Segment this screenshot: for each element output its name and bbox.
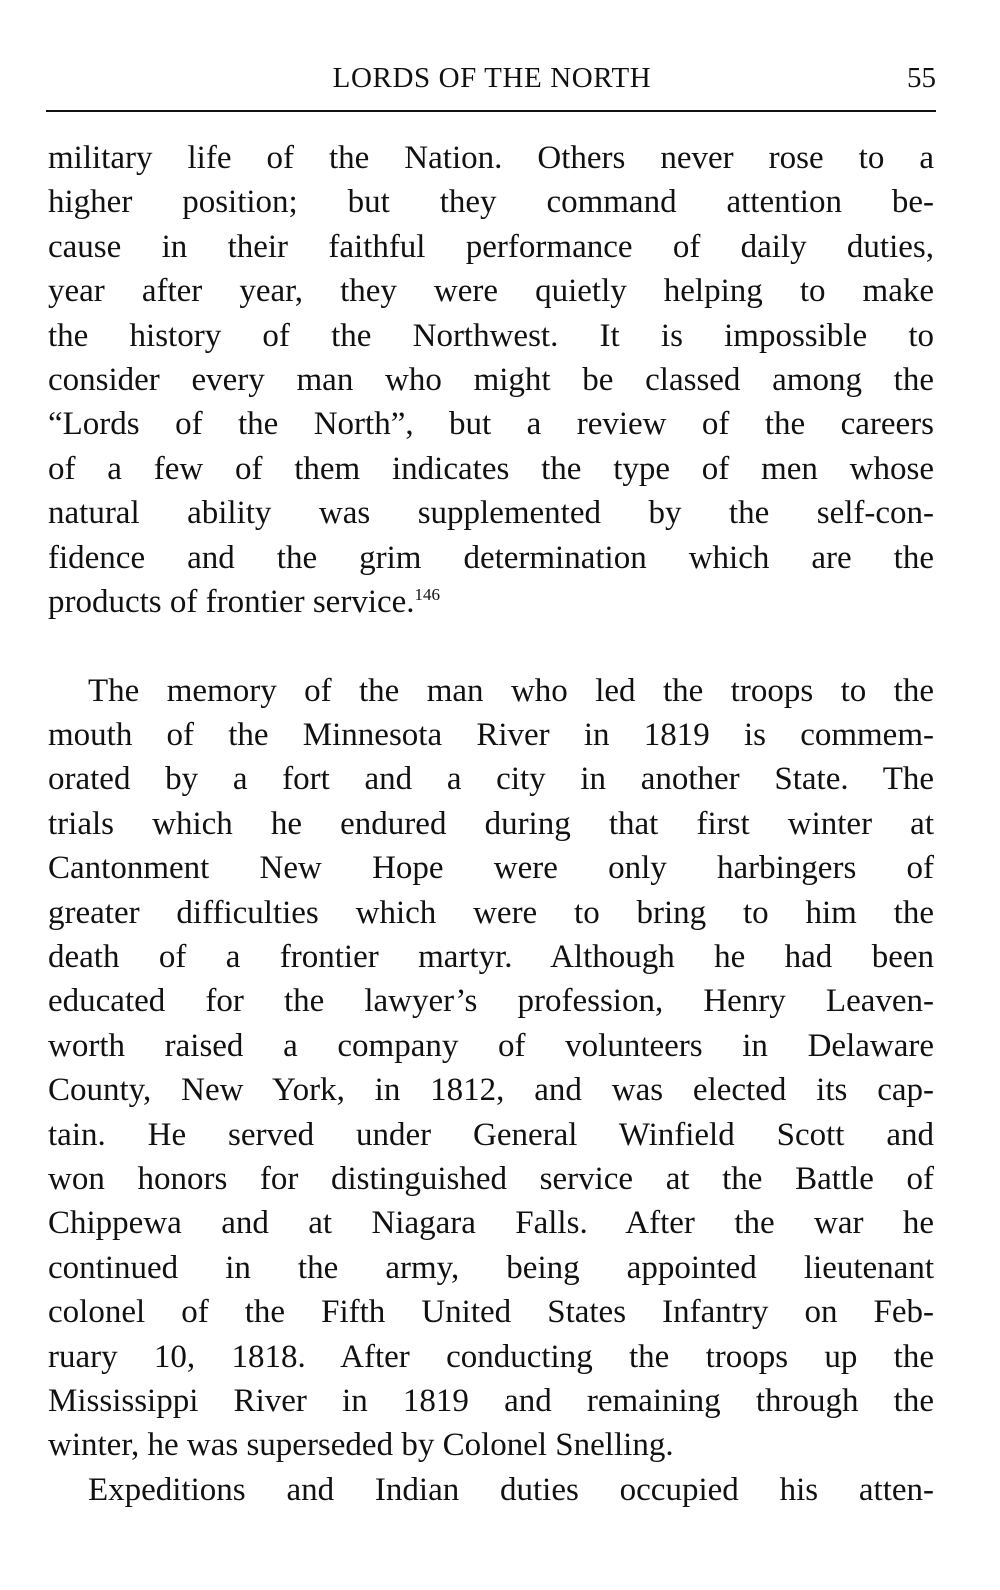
text-line: continued in the army, being appointed lieutenant [48, 1249, 934, 1286]
text-line: year after year, they were quietly helping to make [48, 273, 934, 310]
text-line: ruary 10, 1818. After conducting the troops up the [48, 1338, 934, 1375]
paragraph-2 [48, 669, 934, 1468]
page-number: 55 [907, 62, 936, 94]
footnote-reference: 146 [414, 584, 441, 604]
text-line-content: products of frontier service. [48, 583, 415, 620]
text-line: mouth of the Minnesota River in 1819 is commem- [48, 717, 934, 754]
header-rule [46, 110, 936, 112]
paragraph-1 [48, 136, 934, 624]
text-line: Chippewa and at Niagara Falls. After the war he [48, 1205, 934, 1242]
running-title: LORDS OF THE NORTH [332, 62, 652, 94]
text-line: of a few of them indicates the type of men whose [48, 450, 934, 487]
body-text [48, 136, 934, 1512]
text-line: trials which he endured during that first winter at [48, 805, 934, 842]
text-line: Expeditions and Indian duties occupied his atten- [88, 1471, 934, 1508]
text-line: cause in their faithful performance of daily duties, [48, 228, 934, 265]
text-line: military life of the Nation. Others never rose to a [48, 140, 934, 176]
text-line: higher position; but they command attention be- [48, 184, 934, 221]
text-line: death of a frontier martyr. Although he had been [48, 939, 934, 976]
text-line: “Lords of the North”, but a review of the careers [48, 406, 934, 443]
text-line: won honors for distinguished service at the Battle of [48, 1160, 934, 1197]
text-line: winter, he was superseded by Colonel Snelling. [48, 1427, 674, 1464]
text-line: fidence and the grim determination which are the [48, 539, 934, 576]
paragraph-gap [48, 624, 934, 668]
running-head [48, 58, 936, 98]
text-line: greater difficulties which were to bring to him the [48, 894, 934, 931]
text-line: orated by a fort and a city in another State. The [48, 761, 934, 798]
text-line: Cantonment New Hope were only harbingers of [48, 850, 934, 887]
paragraph-3 [48, 1468, 934, 1512]
text-line [48, 580, 934, 624]
text-line: worth raised a company of volunteers in Delaware [48, 1027, 934, 1064]
text-line: natural ability was supplemented by the self-con- [48, 495, 934, 532]
text-line: the history of the Northwest. It is impossible to [48, 317, 934, 354]
text-line: consider every man who might be classed among the [48, 361, 934, 398]
text-line: The memory of the man who led the troops to the [88, 672, 934, 709]
text-line: Mississippi River in 1819 and remaining through the [48, 1382, 934, 1419]
text-line: County, New York, in 1812, and was elected its cap- [48, 1072, 934, 1109]
text-line: educated for the lawyer’s profession, Henry Leaven- [48, 983, 934, 1020]
text-line: colonel of the Fifth United States Infantry on Feb- [48, 1294, 934, 1331]
text-line: tain. He served under General Winfield Scott and [48, 1116, 934, 1153]
